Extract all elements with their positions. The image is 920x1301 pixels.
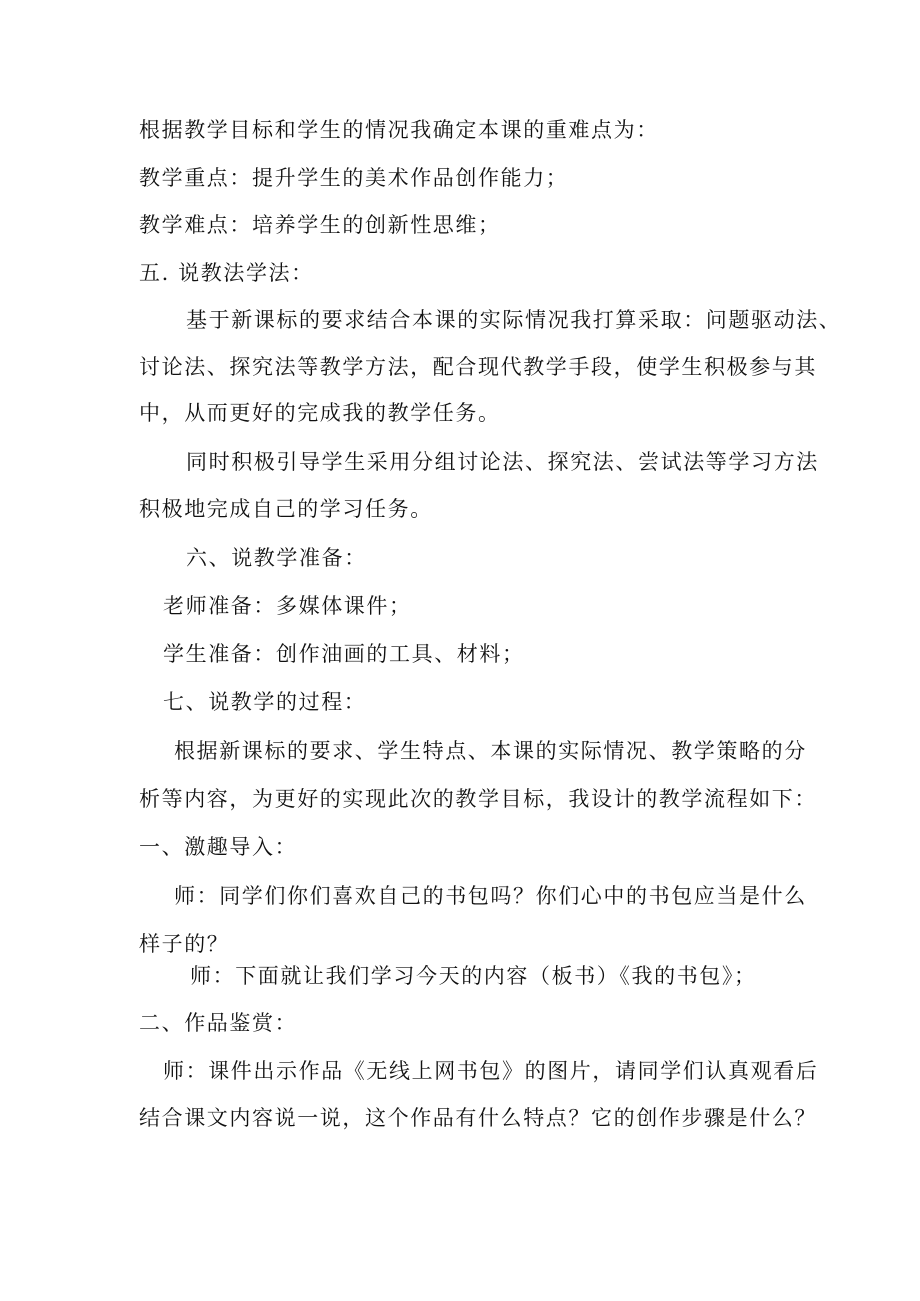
text-line: 基于新课标的要求结合本课的实际情况我打算采取：问题驱动法、 [186, 308, 842, 332]
text-line: 积极地完成自己的学习任务。 [139, 497, 433, 521]
text-line: 样子的？ [139, 932, 230, 956]
text-line: 根据新课标的要求、学生特点、本课的实际情况、教学策略的分 [174, 739, 807, 763]
text-line: 教学难点：培养学生的创新性思维； [139, 213, 501, 237]
section-heading: 一、激趣导入： [139, 835, 298, 859]
section-heading: 二、作品鉴赏： [139, 1011, 298, 1035]
text-line: 师：同学们你们喜欢自己的书包吗？你们心中的书包应当是什么 [174, 884, 807, 908]
text-line: 同时积极引导学生采用分组讨论法、探究法、尝试法等学习方法 [186, 450, 819, 474]
section-heading: 五. 说教法学法： [139, 261, 314, 285]
text-line: 教学重点：提升学生的美术作品创作能力； [139, 166, 569, 190]
text-line: 结合课文内容说一说，这个作品有什么特点？它的创作步骤是什么？ [139, 1106, 817, 1130]
text-line: 根据教学目标和学生的情况我确定本课的重难点为： [139, 118, 659, 142]
text-line: 析等内容，为更好的实现此次的教学目标，我设计的教学流程如下： [139, 787, 817, 811]
text-line: 学生准备：创作油画的工具、材料； [163, 642, 525, 666]
text-line: 中，从而更好的完成我的教学任务。 [139, 401, 501, 425]
text-line: 老师准备：多媒体课件； [163, 594, 412, 618]
text-line: 讨论法、探究法等教学方法，配合现代教学手段，使学生积极参与其 [139, 355, 817, 379]
section-heading: 六、说教学准备： [186, 546, 367, 570]
text-line: 师：下面就让我们学习今天的内容（板书）《我的书包》； [190, 964, 757, 988]
section-heading: 七、说教学的过程： [163, 690, 367, 714]
text-line: 师：课件出示作品《无线上网书包》的图片，请同学们认真观看后 [163, 1059, 819, 1083]
